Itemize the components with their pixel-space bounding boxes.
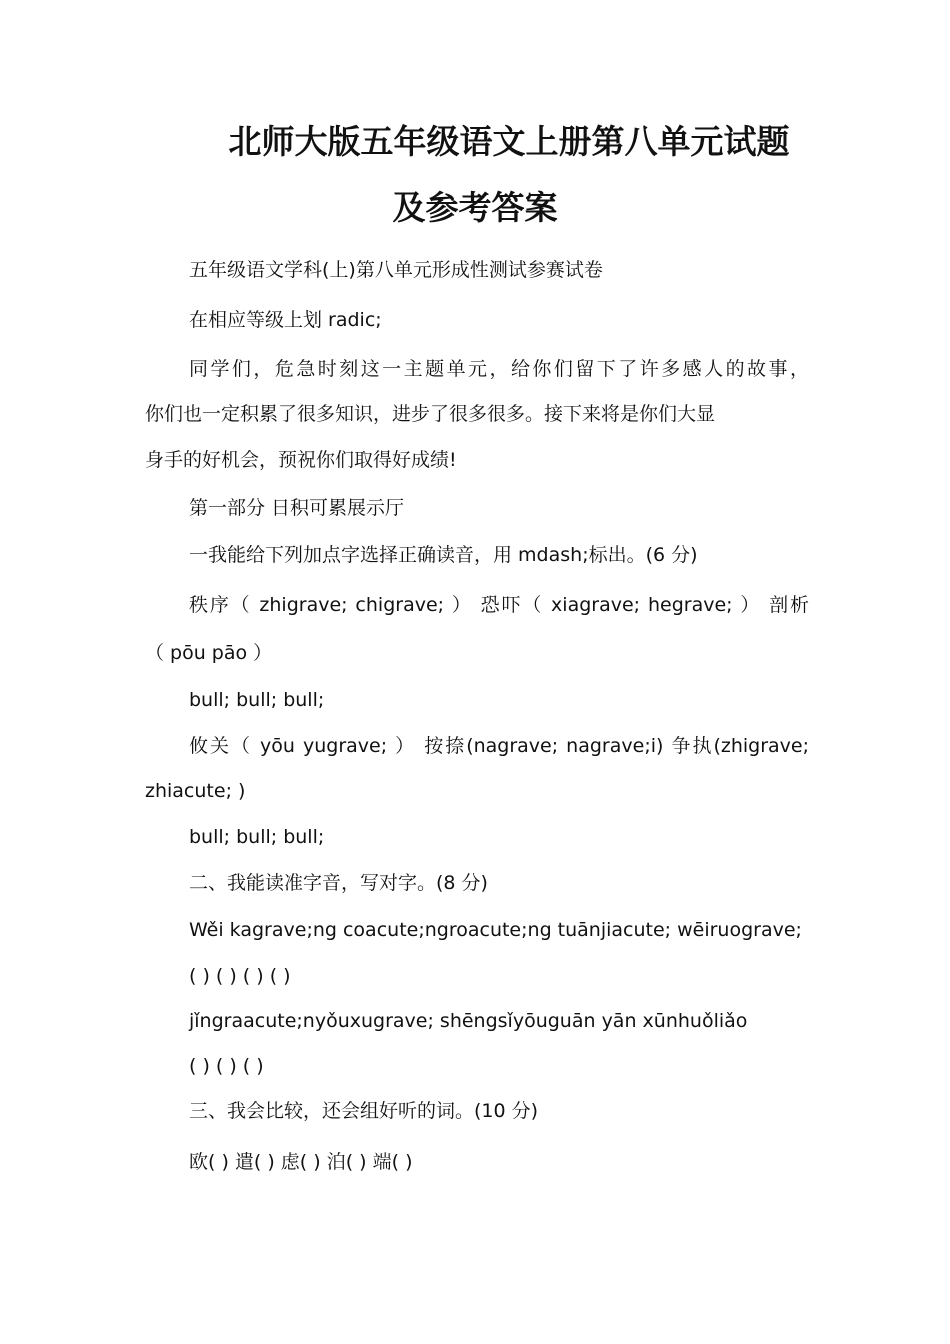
- document-title-line-2: 及参考答案: [392, 188, 558, 227]
- question-1-dots-2: bull; bull; bull;: [189, 826, 325, 848]
- question-2-pinyin-1: Wěi kagrave;ng coacute;ngroacute;ng tuānjiacute; wēiruograve;: [189, 919, 802, 941]
- part-one-heading: 第一部分 日积可累展示厅: [189, 497, 405, 519]
- question-1-row-1: 秩序（ zhigrave; chigrave; ） 恐吓（ xiagrave; hegrave; ） 剖析: [189, 594, 809, 616]
- question-1-row-2: 攸关（ yōu yugrave; ） 按捺(nagrave; nagrave;i) 争执(zhigrave;: [189, 735, 809, 757]
- intro-paragraph-line-1: 同学们，危急时刻这一主题单元，给你们留下了许多感人的故事，: [189, 358, 809, 380]
- question-3-heading: 三、我会比较，还会组好听的词。(10 分): [189, 1100, 539, 1122]
- question-2-blanks-2: ( ) ( ) ( ): [189, 1055, 264, 1077]
- question-1-row-1-continued: （ pōu pāo ）: [145, 642, 273, 664]
- question-1-dots-1: bull; bull; bull;: [189, 689, 325, 711]
- exam-subtitle: 五年级语文学科(上)第八单元形成性测试参赛试卷: [189, 259, 603, 281]
- question-2-heading: 二、我能读准字音，写对字。(8 分): [189, 872, 488, 894]
- document-title-line-1: 北师大版五年级语文上册第八单元试题: [228, 122, 790, 161]
- question-2-blanks-1: ( ) ( ) ( ) ( ): [189, 965, 291, 987]
- intro-paragraph-line-3: 身手的好机会，预祝你们取得好成绩!: [145, 449, 457, 471]
- grade-mark-instruction: 在相应等级上划 radic;: [189, 309, 382, 331]
- intro-paragraph-line-2: 你们也一定积累了很多知识，进步了很多很多。接下来将是你们大显: [145, 403, 716, 425]
- question-2-pinyin-2: jǐngraacute;nyǒuxugrave; shēngsǐyōuguān yān xūnhuǒliǎo: [189, 1010, 748, 1032]
- question-3-characters: 欧( ) 遣( ) 虑( ) 泊( ) 端( ): [189, 1151, 413, 1173]
- question-1-heading: 一我能给下列加点字选择正确读音，用 mdash;标出。(6 分): [189, 544, 698, 566]
- question-1-row-2-continued: zhiacute; ): [145, 780, 246, 802]
